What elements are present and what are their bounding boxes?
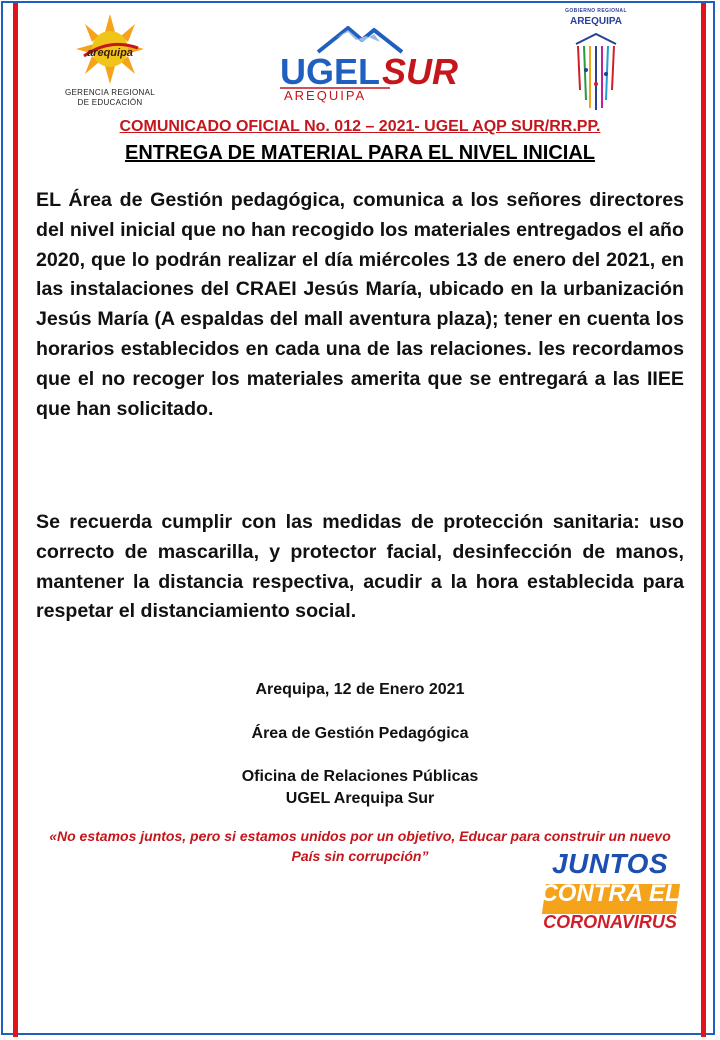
ugel-sur-logo xyxy=(270,22,459,104)
campaign-line-2: CONTRA EL xyxy=(540,880,680,907)
area-line: Área de Gestión Pedagógica xyxy=(251,725,469,742)
svg-text:SUR: SUR xyxy=(382,51,459,92)
gobierno-regional-logo xyxy=(560,8,632,112)
gobierno-name: AREQUIPA xyxy=(569,16,623,27)
svg-text:UGEL: UGEL xyxy=(280,51,381,92)
body-paragraph-2: Se recuerda cumplir con las medidas de protección sanitaria: uso correcto de mascarilla, y protector facial, desinfección de manos, mantener la distancia respectiva, acudir a la hora establecida para respetar el distanciamiento social. xyxy=(36,511,684,623)
date-line: Arequipa, 12 de Enero 2021 xyxy=(255,681,465,698)
gobierno-caption: GOBIERNO REGIONAL xyxy=(565,8,627,14)
office-line-1: Oficina de Relaciones Públicas xyxy=(241,768,479,785)
motto-quote: «No estamos juntos, pero si estamos unidos por un objetivo, Educar para construir un nuevo País sin corrupción” xyxy=(49,828,671,864)
mountain-icon xyxy=(318,28,402,52)
office-line-2: UGEL Arequipa Sur xyxy=(285,790,435,807)
campaign-line-1: JUNTOS xyxy=(551,848,669,879)
gre-caption: GERENCIA REGIONAL DE EDUCACIÓN xyxy=(64,88,155,107)
regional-emblem-icon xyxy=(566,30,626,112)
left-red-bar xyxy=(13,3,18,1037)
campaign-line-3: CORONAVIRUS xyxy=(543,912,677,932)
gre-logo xyxy=(60,12,160,112)
svg-text:arequipa: arequipa xyxy=(87,47,133,59)
sun-icon xyxy=(74,12,146,86)
juntos-contra-coronavirus-badge xyxy=(530,846,690,942)
body-paragraph-1: EL Área de Gestión pedagógica, comunica a los señores directores del nivel inicial que no han recogido los materiales entregados el año 2020, que lo podrán realizar el día miércoles 13 de enero del 2021, en las instalaciones del CRAEI Jesús María, ubicado en la urbanización Jesús María (A espaldas del mall aventura plaza); tener en cuenta los horarios establecidos en cada una de las relaciones. les recordamos que el no recoger los materiales amerita que se entregará a las IIEE que han solicitado. xyxy=(36,189,684,420)
communique-reference: COMUNICADO OFICIAL No. 012 – 2021- UGEL AQP SUR/RR.PP. xyxy=(119,118,601,135)
communique-title: ENTREGA DE MATERIAL PARA EL NIVEL INICIAL xyxy=(124,142,596,164)
right-red-bar xyxy=(701,3,706,1037)
svg-text:AREQUIPA: AREQUIPA xyxy=(284,88,367,103)
